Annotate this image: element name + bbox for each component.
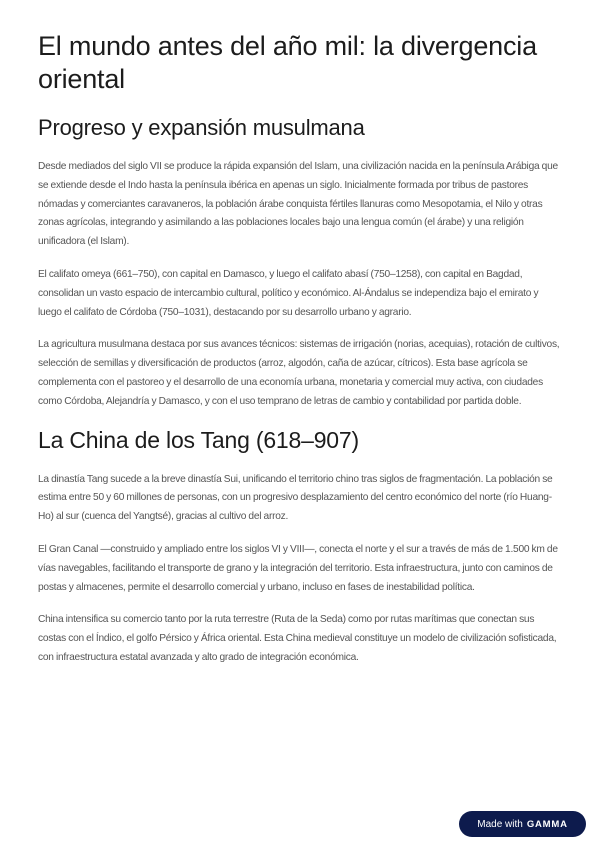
document-page — [38, 30, 562, 682]
paragraph: China intensifica su comercio tanto por la ruta terrestre (Ruta de la Seda) como por rutas marítimas que conectan sus costas con el Índico, el golfo Pérsico y África oriental. Esta China medieval constituye un modelo de civilización sofisticada, con infraestructura estatal avanzada y alto grado de integración económica. — [38, 614, 557, 663]
section-heading-progreso: Progreso y expansión musulmana — [38, 115, 365, 140]
made-with-gamma-badge[interactable] — [459, 811, 586, 837]
paragraph: El califato omeya (661–750), con capital en Damasco, y luego el califato abasí (750–1258), con capital en Bagdad, consolidan un vasto espacio de intercambio cultural, político y económico. Al-Ándalus se independiza bajo el emirato y luego el califato de Córdoba (750–1031), destacando por su desarrollo urbano y agrario. — [38, 268, 539, 318]
badge-made-with-label: Made with — [477, 818, 523, 830]
paragraph: El Gran Canal —construido y ampliado entre los siglos VI y VIII—, conecta el norte y el sur a través de más de 1.500 km de vías navegables, facilitando el transporte de grano y la integración del territorio. Esta infraestructura, junto con caminos de postas y almacenes, permite el desarrollo comercial y urbano, incluso en fases de inestabilidad política. — [38, 543, 558, 593]
section-heading-china-tang: La China de los Tang (618–907) — [38, 426, 359, 453]
paragraph: La dinastía Tang sucede a la breve dinastía Sui, unificando el territorio chino tras siglos de fragmentación. La población se estima entre 50 y 60 millones de personas, con un progresivo desplazamiento del centro económico del norte (río Huang-Ho) al sur (cuenca del Yangtsé), gracias al cultivo del arroz. — [38, 473, 553, 523]
page-title: El mundo antes del año mil: la divergencia oriental — [38, 31, 537, 94]
gamma-logo: GAMMA — [526, 818, 568, 830]
paragraph: Desde mediados del siglo VII se produce la rápida expansión del Islam, una civilización nacida en la península Arábiga que se extiende desde el Indo hasta la península ibérica en apenas un siglo. Inicialmente formada por tribus de pastores nómadas y comerciantes caravaneros, la población árabe conquista fértiles llanuras como Mesopotamia, el Nilo y otras zonas agrícolas, integrando y asimilando a las poblaciones locales bajo una lengua común (el árabe) y una religión unificadora (el Islam). — [38, 161, 558, 248]
paragraph: La agricultura musulmana destaca por sus avances técnicos: sistemas de irrigación (norias, acequias), rotación de cultivos, selección de semillas y diversificación de productos (arroz, algodón, caña de azúcar, cítricos). Esta base agrícola se complementa con el pastoreo y el desarrollo de una economía urbana, monetaria y comercial muy activa, con ciudades como Córdoba, Alejandría y Damasco, y con el uso temprano de letras de cambio y contabilidad por partida doble. — [38, 339, 560, 407]
